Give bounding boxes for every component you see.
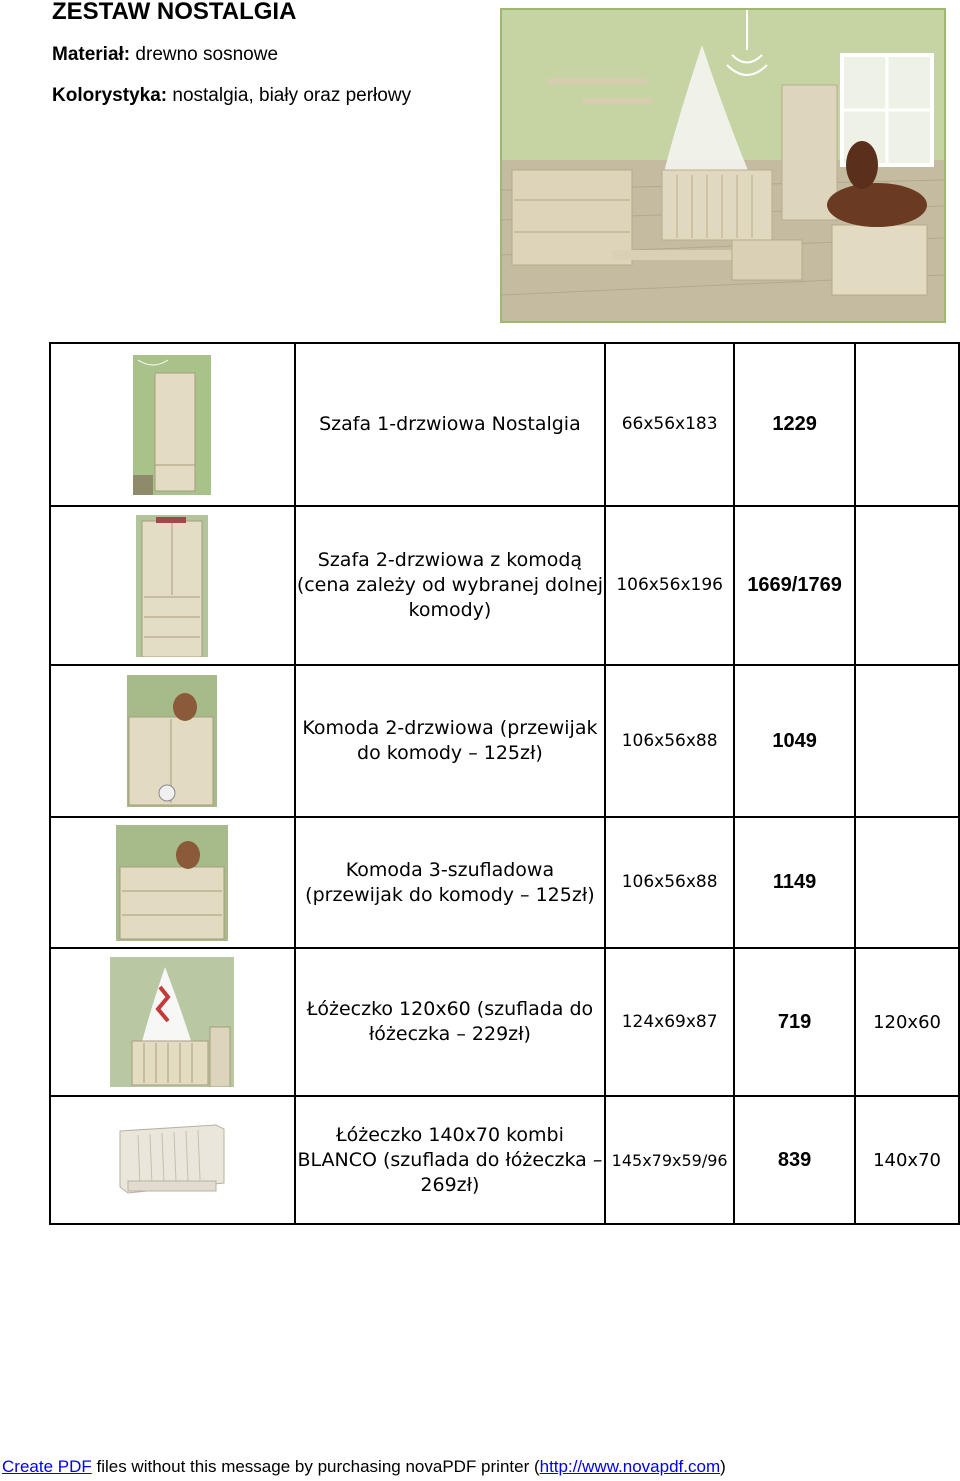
product-image-cell bbox=[50, 506, 295, 665]
table-row bbox=[50, 665, 959, 817]
colors-label: Kolorystyka: bbox=[52, 85, 168, 106]
table-row bbox=[50, 506, 959, 665]
product-name: Łóżeczko 140x70 kombi BLANCO (szuflada do łóżeczka – 269zł) bbox=[295, 1096, 605, 1224]
product-price: 1049 bbox=[734, 665, 855, 817]
product-name: Komoda 3-szufladowa (przewijak do komody – 125zł) bbox=[295, 817, 605, 948]
footer-text: files without this message by purchasing novaPDF printer ( bbox=[91, 1457, 540, 1476]
product-extra: 120x60 bbox=[855, 948, 959, 1096]
table-row bbox=[50, 343, 959, 506]
room-illustration bbox=[502, 10, 944, 321]
product-dimensions: 145x79x59/96 bbox=[605, 1096, 734, 1224]
material-value: drewno sosnowe bbox=[135, 44, 279, 65]
product-price: 839 bbox=[734, 1096, 855, 1224]
product-image-cell bbox=[50, 948, 295, 1096]
colors-line bbox=[52, 84, 411, 108]
product-price: 1229 bbox=[734, 343, 855, 506]
product-image-cell bbox=[50, 665, 295, 817]
product-extra bbox=[855, 506, 959, 665]
table-row bbox=[50, 1096, 959, 1224]
product-dimensions: 106x56x196 bbox=[605, 506, 734, 665]
table-row bbox=[50, 948, 959, 1096]
product-name: Komoda 2-drzwiowa (przewijak do komody – 125zł) bbox=[295, 665, 605, 817]
wardrobe-1-door-image bbox=[133, 355, 211, 495]
create-pdf-link[interactable]: Create PDF bbox=[2, 1457, 92, 1476]
product-price: 1149 bbox=[734, 817, 855, 948]
product-dimensions: 106x56x88 bbox=[605, 665, 734, 817]
product-extra bbox=[855, 343, 959, 506]
dresser-2-door-image bbox=[127, 675, 217, 807]
product-price: 719 bbox=[734, 948, 855, 1096]
room-photo bbox=[500, 8, 946, 323]
table-row bbox=[50, 817, 959, 948]
product-dimensions: 124x69x87 bbox=[605, 948, 734, 1096]
material-line bbox=[52, 43, 278, 67]
product-name: Szafa 1-drzwiowa Nostalgia bbox=[295, 343, 605, 506]
wardrobe-2-door-image bbox=[136, 515, 208, 657]
product-table bbox=[49, 342, 960, 1225]
material-label: Materiał: bbox=[52, 44, 131, 65]
product-image-cell bbox=[50, 1096, 295, 1224]
product-name: Łóżeczko 120x60 (szuflada do łóżeczka – 229zł) bbox=[295, 948, 605, 1096]
product-image-cell bbox=[50, 817, 295, 948]
product-price: 1669/1769 bbox=[734, 506, 855, 665]
document-title: ZESTAW NOSTALGIA bbox=[52, 0, 297, 25]
product-name: Szafa 2-drzwiowa z komodą (cena zależy od wybranej dolnej komody) bbox=[295, 506, 605, 665]
product-dimensions: 66x56x183 bbox=[605, 343, 734, 506]
product-extra bbox=[855, 817, 959, 948]
footer bbox=[2, 1457, 726, 1477]
product-extra bbox=[855, 665, 959, 817]
crib-120x60-image bbox=[110, 957, 234, 1087]
colors-value: nostalgia, biały oraz perłowy bbox=[172, 85, 412, 106]
product-extra: 140x70 bbox=[855, 1096, 959, 1224]
product-dimensions: 106x56x88 bbox=[605, 817, 734, 948]
crib-140x70-image bbox=[116, 1123, 228, 1197]
product-image-cell bbox=[50, 343, 295, 506]
novapdf-link[interactable]: http://www.novapdf.com bbox=[539, 1457, 721, 1476]
footer-text-end: ) bbox=[720, 1457, 726, 1476]
dresser-3-drawer-image bbox=[116, 825, 228, 941]
